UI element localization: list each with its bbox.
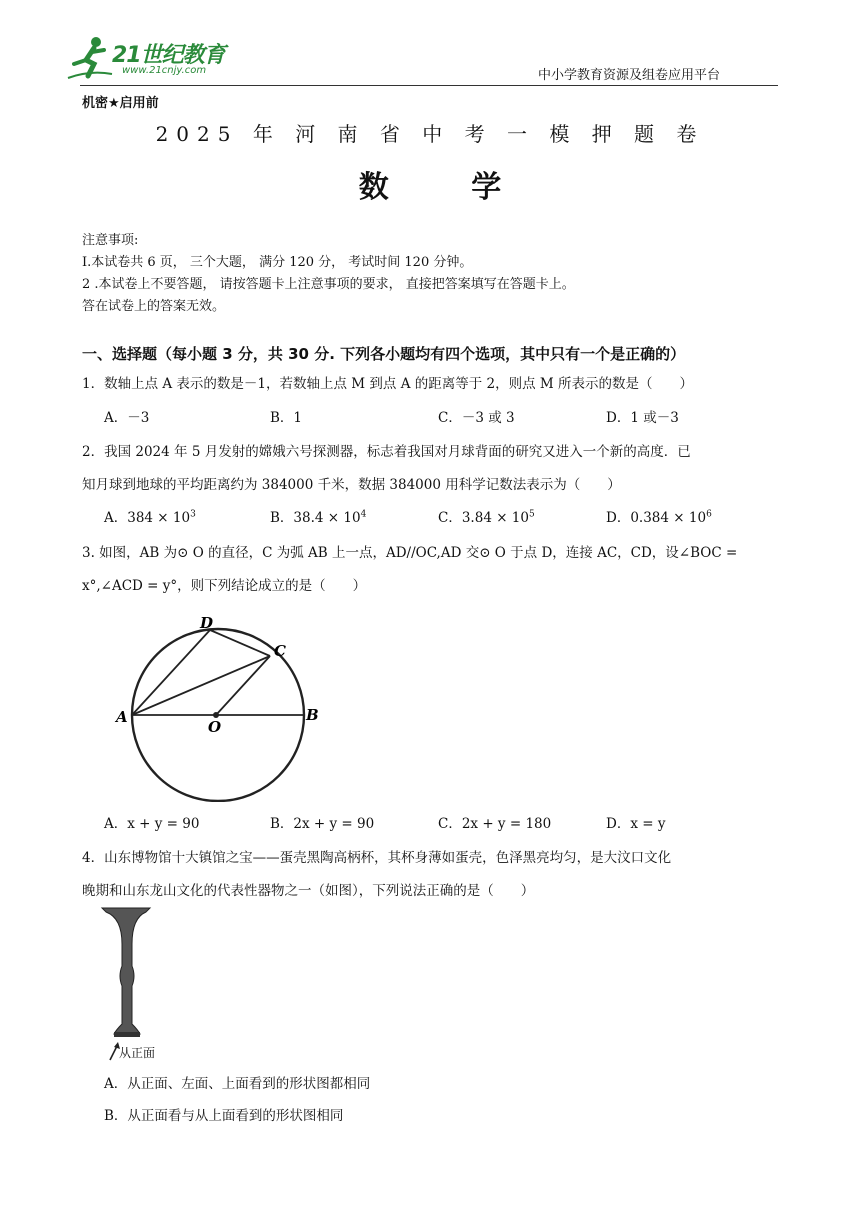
q1-text: 1．数轴上点 A 表示的数是－1，若数轴上点 M 到点 A 的距离等于 2，则点 M 所表示的数是（ ） [82,376,694,392]
label-o: O [208,718,222,736]
header-divider [80,85,778,86]
exam-title: 2025 年 河 南 省 中 考 一 模 押 题 卷 [155,122,705,146]
q4-option-b: B．从正面看与从上面看到的形状图相同 [104,1108,344,1124]
section-heading: 一、选择题（每小题 3 分，共 30 分. 下列各小题均有四个选项，其中只有一个是正确的） [82,345,686,363]
q2-option-b: B．$38.4 \times 10^4$ [270,509,367,526]
label-c: C [274,642,286,660]
notice-heading: 注意事项: [82,233,139,248]
q2-line2: 知月球到地球的平均距离约为 384000 千米，数据 384000 用科学记数法表示为（ ） [82,477,621,493]
runner-icon [66,34,114,82]
q3-line1: 3. 如图，AB 为⊙ O 的直径，C 为弧 AB 上一点，AD//OC,AD 交⊙ O 于点 D，连接 AC，CD，设∠BOC = [82,545,738,561]
q3-option-c: C．2x + y = 180 [438,816,552,832]
secret-label: 机密★启用前 [82,96,159,111]
q1-option-a: A．－3 [104,410,150,426]
cup-caption: 从正面 [119,1046,156,1060]
chord-ac [132,656,270,715]
q1-option-c: C．－3 或 3 [438,410,515,426]
notice-item-3: 答在试卷上的答案无效。 [82,299,226,314]
q1-option-b: B．1 [270,410,303,426]
platform-name: 中小学教育资源及组卷应用平台 [537,68,720,83]
notice-item-2: 2 .本试卷上不要答题， 请按答题卡上注意事项的要求， 直接把答案填写在答题卡上。 [82,277,575,292]
logo [66,34,241,84]
q2-option-a: A．$384 \times 10^3$ [104,509,196,526]
q4-option-a: A．从正面、左面、上面看到的形状图都相同 [104,1076,371,1092]
cup-figure [100,904,160,1044]
logo-url: www.21cnjy.com [122,65,207,76]
logo-brand: 21世纪教育 [112,43,225,68]
label-b: B [306,706,319,724]
q4-line1: 4．山东博物馆十大镇馆之宝——蛋壳黑陶高柄杯，其杯身薄如蛋壳，色泽黑亮均匀，是大汶口文化 [82,850,672,866]
radius-oc [216,656,270,715]
q4-line2: 晚期和山东龙山文化的代表性器物之一（如图），下列说法正确的是（ ） [82,883,535,899]
q2-option-c: C．$3.84 \times 10^5$ [438,509,535,526]
label-a: A [116,708,128,726]
cup-body [102,908,150,1034]
cup-base [114,1032,140,1037]
q3-option-b: B．2x + y = 90 [270,816,375,832]
notice-item-1: I.本试卷共 6 页， 三个大题， 满分 120 分， 考试时间 120 分钟。 [82,255,473,270]
circle-figure [110,612,340,802]
q2-option-d: D．$0.384 \times 10^6$ [606,509,712,526]
q3-line2: x°,∠ACD = y°，则下列结论成立的是（ ） [82,578,367,594]
q3-option-a: A．x + y = 90 [104,816,200,832]
q2-line1: 2．我国 2024 年 5 月发射的嫦娥六号探测器，标志着我国对月球背面的研究又进入一个新的高度．已 [82,444,691,460]
label-d: D [200,614,214,632]
chord-dc [210,630,270,656]
subject-title: 数 学 [358,170,538,205]
q3-option-d: D．x = y [606,816,666,832]
q1-option-d: D．1 或－3 [606,410,679,426]
